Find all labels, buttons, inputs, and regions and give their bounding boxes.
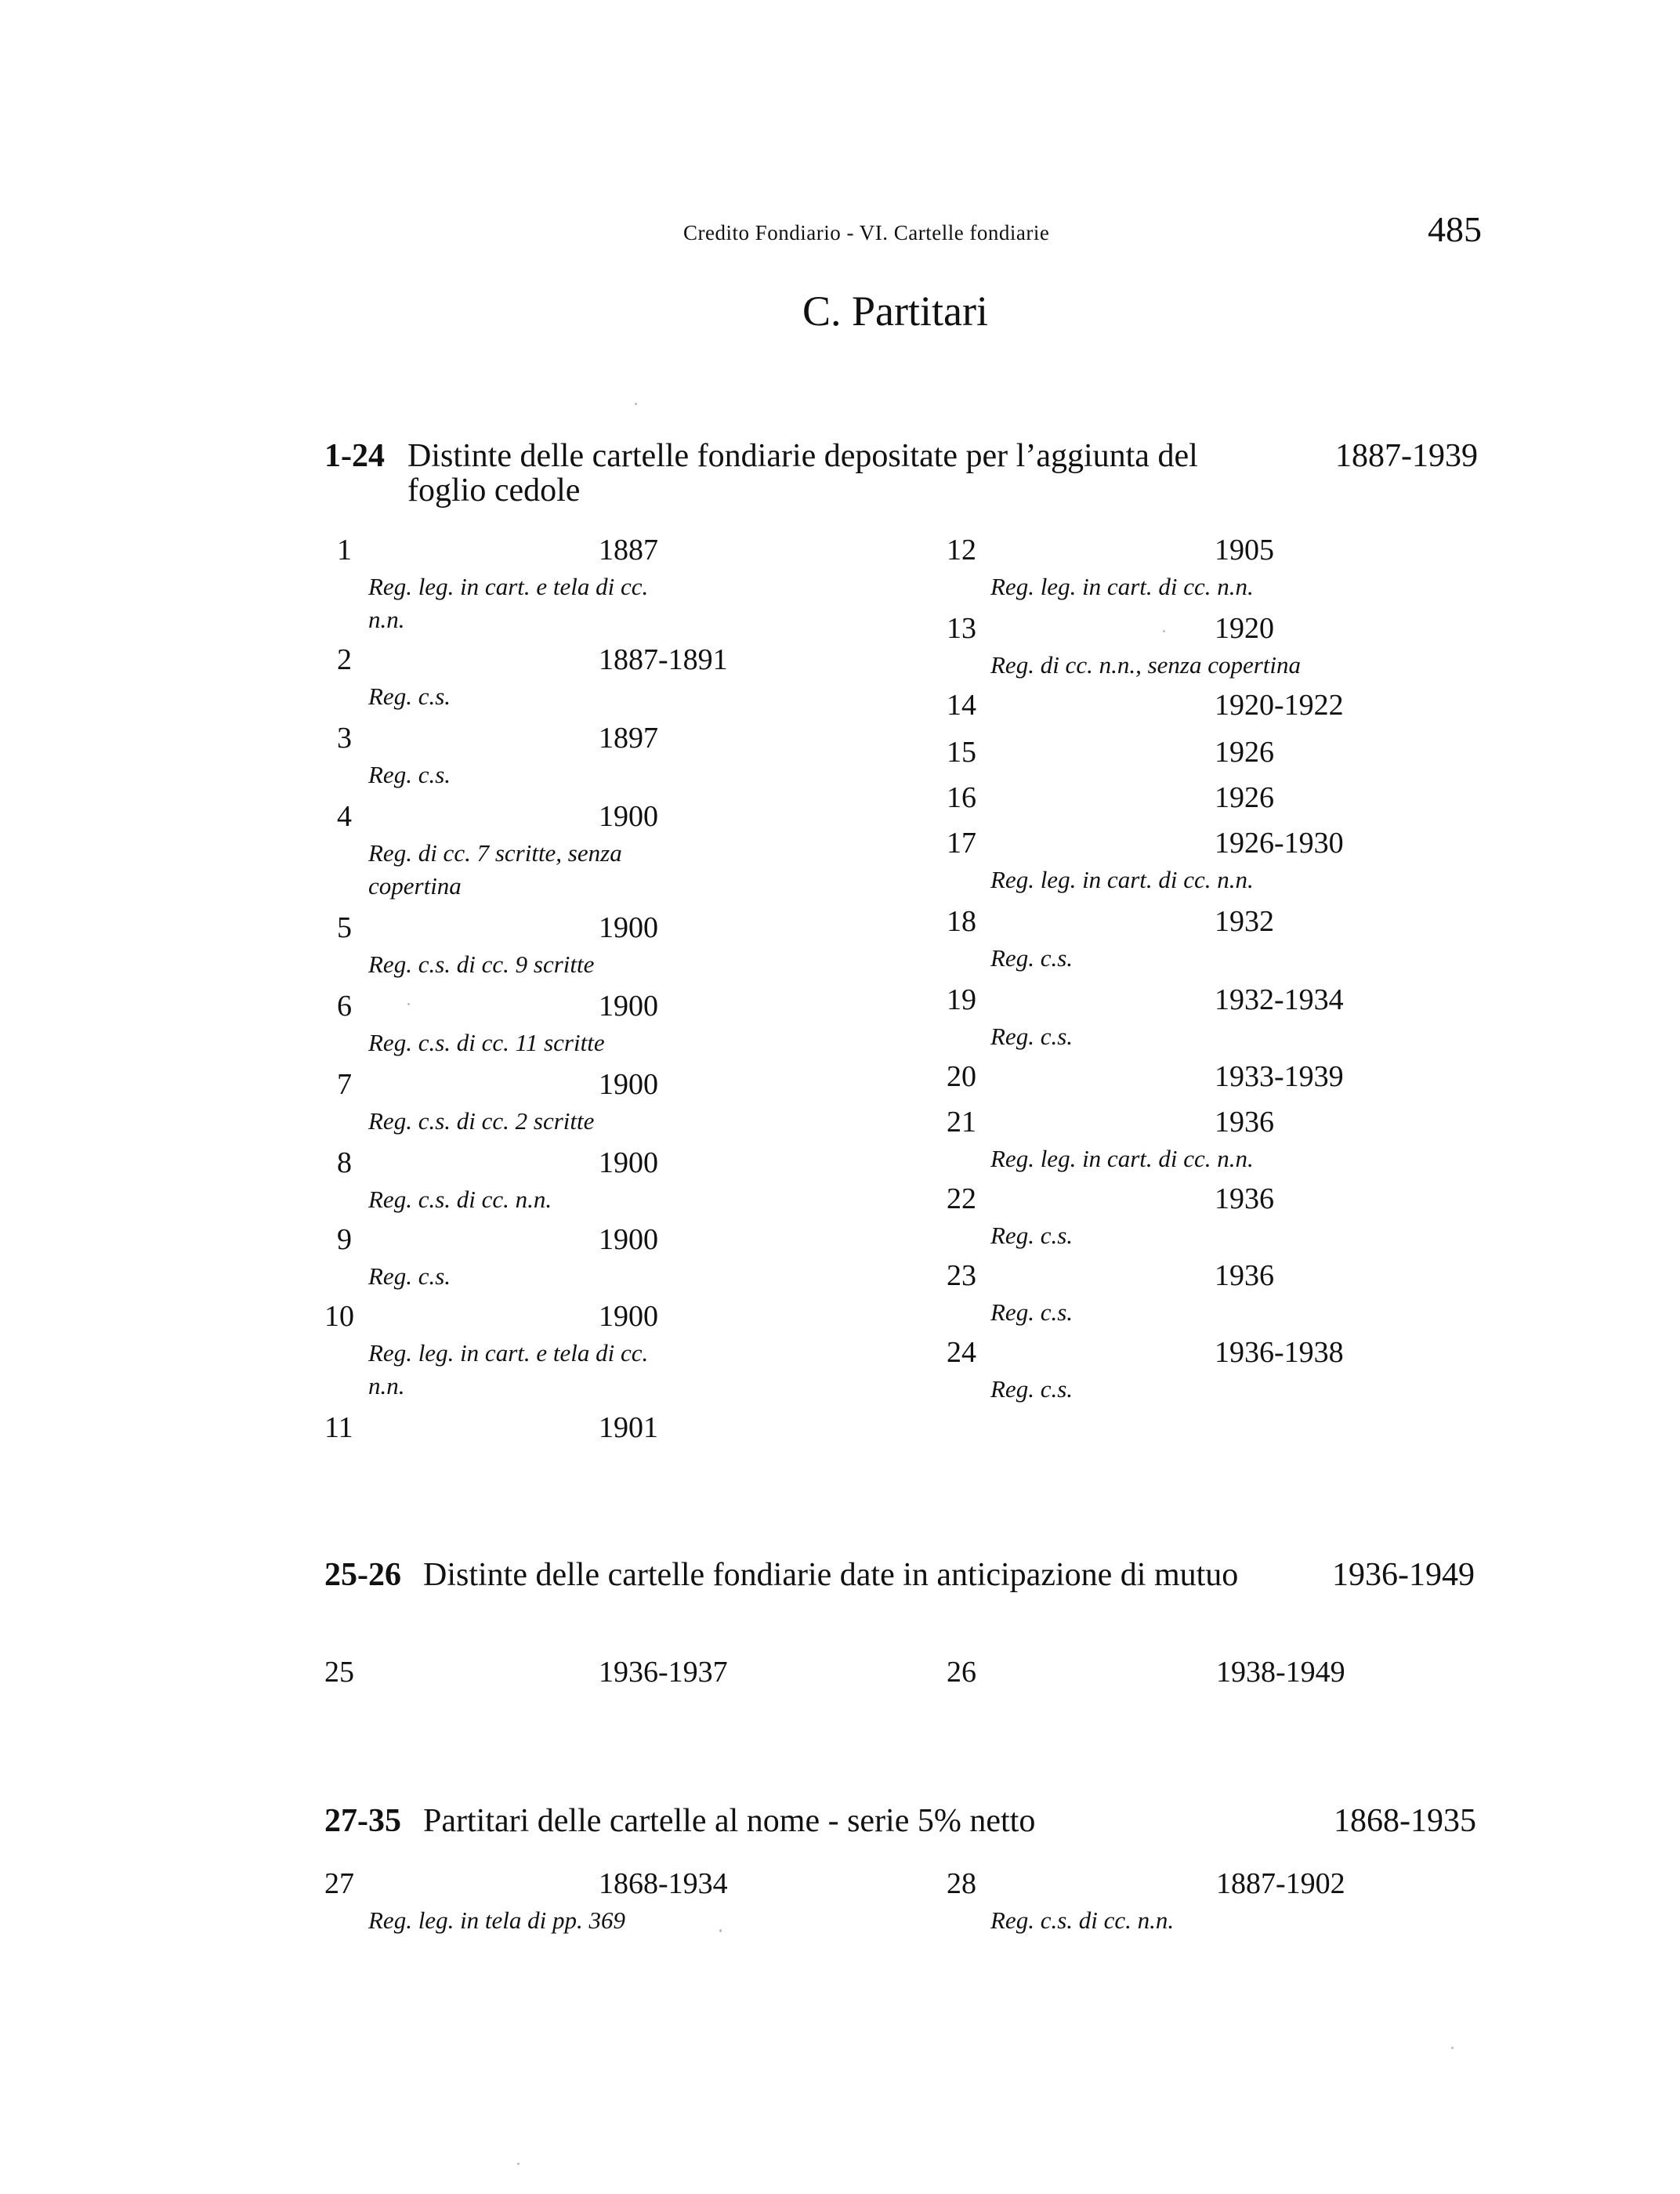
scan-speck [635,403,637,405]
unit-note: Reg. c.s. [990,1298,1074,1326]
unit-date: 1920 [1215,612,1274,645]
list-item [947,1337,1385,1407]
unit-number: 7 [337,1068,352,1101]
unit-date: 1905 [1215,534,1274,567]
scan-speck [719,1929,722,1932]
unit-date: 1900 [599,1146,658,1179]
list-item [337,1224,744,1294]
series-dates: 1868-1935 [1334,1803,1476,1839]
list-item [324,1656,748,1691]
series-range: 27-35 [324,1803,401,1839]
unit-number: 4 [337,800,352,833]
unit-note: Reg. leg. in cart. di cc. n.n. [990,866,1254,893]
unit-date: 1932-1934 [1215,983,1344,1016]
unit-note: Reg. di cc. n.n., senza copertina [990,651,1302,679]
unit-number: 9 [337,1223,352,1256]
unit-date: 1936-1938 [1215,1336,1344,1369]
unit-number: 11 [324,1411,353,1444]
unit-note: Reg. c.s. [368,1262,451,1290]
unit-number: 12 [947,534,976,567]
unit-note: Reg. c.s. di cc. n.n. [990,1906,1175,1934]
list-item [947,782,1385,816]
unit-note: Reg. leg. in cart. di cc. n.n. [990,1145,1254,1172]
unit-note: Reg. c.s. di cc. 2 scritte [368,1107,595,1135]
list-item [947,984,1385,1055]
series-dates: 1887-1939 [1335,438,1478,474]
unit-number: 1 [337,534,352,567]
unit-note: Reg. leg. in cart. e tela di cc. n.n. [368,1339,649,1399]
list-item [947,690,1385,724]
unit-date: 1936 [1215,1259,1274,1292]
unit-number: 2 [337,643,352,676]
unit-number: 10 [324,1300,354,1333]
unit-date: 1933-1939 [1215,1060,1344,1093]
list-item [337,1069,744,1139]
unit-date: 1900 [599,1223,658,1256]
section-title: C. Partitari [802,288,988,335]
unit-number: 6 [337,990,352,1023]
scan-speck [407,1003,410,1005]
unit-number: 28 [947,1867,976,1900]
unit-date: 1900 [599,990,658,1023]
list-item [947,613,1385,683]
list-item [324,1868,763,1939]
list-item [947,534,1385,605]
series-range: 1-24 [324,438,385,474]
unit-number: 18 [947,905,976,938]
unit-date: 1887-1902 [1216,1867,1345,1900]
unit-date: 1936 [1215,1182,1274,1215]
list-item [947,1106,1385,1177]
unit-number: 20 [947,1060,976,1093]
series-description: Partitari delle cartelle al nome - serie 5% netto [423,1803,1036,1839]
unit-number: 5 [337,911,352,944]
series-heading [324,1558,1484,1633]
scan-speck [1451,2047,1454,2049]
unit-note: Reg. leg. in cart. di cc. n.n. [990,573,1254,600]
list-item [947,737,1385,771]
series-description: Distinte delle cartelle fondiarie depositate per l’aggiunta del foglio cedole [407,438,1198,509]
series-range: 25-26 [324,1557,401,1593]
unit-number: 8 [337,1146,352,1179]
unit-date: 1936 [1215,1106,1274,1139]
unit-date: 1901 [599,1411,658,1444]
unit-date: 1887-1891 [599,643,728,676]
series-heading [324,1804,1484,1843]
series-heading [324,439,1484,514]
list-item [947,906,1385,976]
unit-note: Reg. c.s. di cc. 11 scritte [368,1029,605,1056]
unit-note: Reg. c.s. [990,1222,1074,1249]
unit-date: 1926-1930 [1215,827,1344,860]
unit-note: Reg. c.s. [990,944,1074,972]
list-item [947,1260,1385,1331]
unit-date: 1900 [599,800,658,833]
list-item [947,1868,1385,1939]
unit-number: 16 [947,781,976,814]
page-number: 485 [1428,209,1482,249]
unit-date: 1900 [599,911,658,944]
list-item [337,1147,744,1218]
unit-number: 3 [337,722,352,755]
unit-note: Reg. c.s. di cc. 9 scritte [368,950,595,978]
unit-date: 1926 [1215,736,1274,769]
unit-date: 1887 [599,534,658,567]
unit-note: Reg. leg. in tela di pp. 369 [368,1906,626,1934]
unit-date: 1936-1937 [599,1656,728,1689]
unit-date: 1900 [599,1300,658,1333]
unit-date: 1938-1949 [1216,1656,1345,1689]
unit-date: 1900 [599,1068,658,1101]
series-description: Distinte delle cartelle fondiarie date in anticipazione di mutuo [423,1557,1239,1593]
list-item [324,1301,744,1403]
unit-number: 19 [947,983,976,1016]
unit-note: Reg. leg. in cart. e tela di cc. n.n. [368,573,649,633]
unit-number: 14 [947,689,976,722]
unit-number: 26 [947,1656,976,1689]
list-item [337,722,744,793]
series-dates: 1936-1949 [1332,1557,1475,1593]
unit-number: 24 [947,1336,976,1369]
unit-number: 23 [947,1259,976,1292]
unit-date: 1926 [1215,781,1274,814]
list-item [337,644,744,715]
unit-date: 1920-1922 [1215,689,1344,722]
list-item [337,912,744,983]
list-item [337,990,744,1061]
unit-note: Reg. c.s. di cc. n.n. [368,1186,552,1213]
unit-note: Reg. c.s. [990,1023,1074,1050]
list-item [947,827,1385,898]
unit-date: 1932 [1215,905,1274,938]
unit-number: 22 [947,1182,976,1215]
unit-note: Reg. di cc. 7 scritte, senza copertina [368,839,622,900]
list-item [947,1183,1385,1254]
unit-number: 13 [947,612,976,645]
scan-speck [517,2163,520,2165]
list-item [947,1656,1385,1691]
unit-number: 21 [947,1106,976,1139]
unit-number: 27 [324,1867,354,1900]
unit-number: 15 [947,736,976,769]
list-item [324,1412,744,1446]
unit-number: 25 [324,1656,354,1689]
unit-note: Reg. c.s. [990,1375,1074,1403]
list-item [947,1061,1385,1095]
unit-number: 17 [947,827,976,860]
list-item [337,534,744,633]
unit-note: Reg. c.s. [368,761,451,788]
unit-note: Reg. c.s. [368,682,451,710]
list-item [337,801,744,903]
unit-date: 1868-1934 [599,1867,728,1900]
scan-speck [1163,630,1165,632]
running-title: Credito Fondiario - VI. Cartelle fondiarie [683,221,1050,244]
unit-date: 1897 [599,722,658,755]
